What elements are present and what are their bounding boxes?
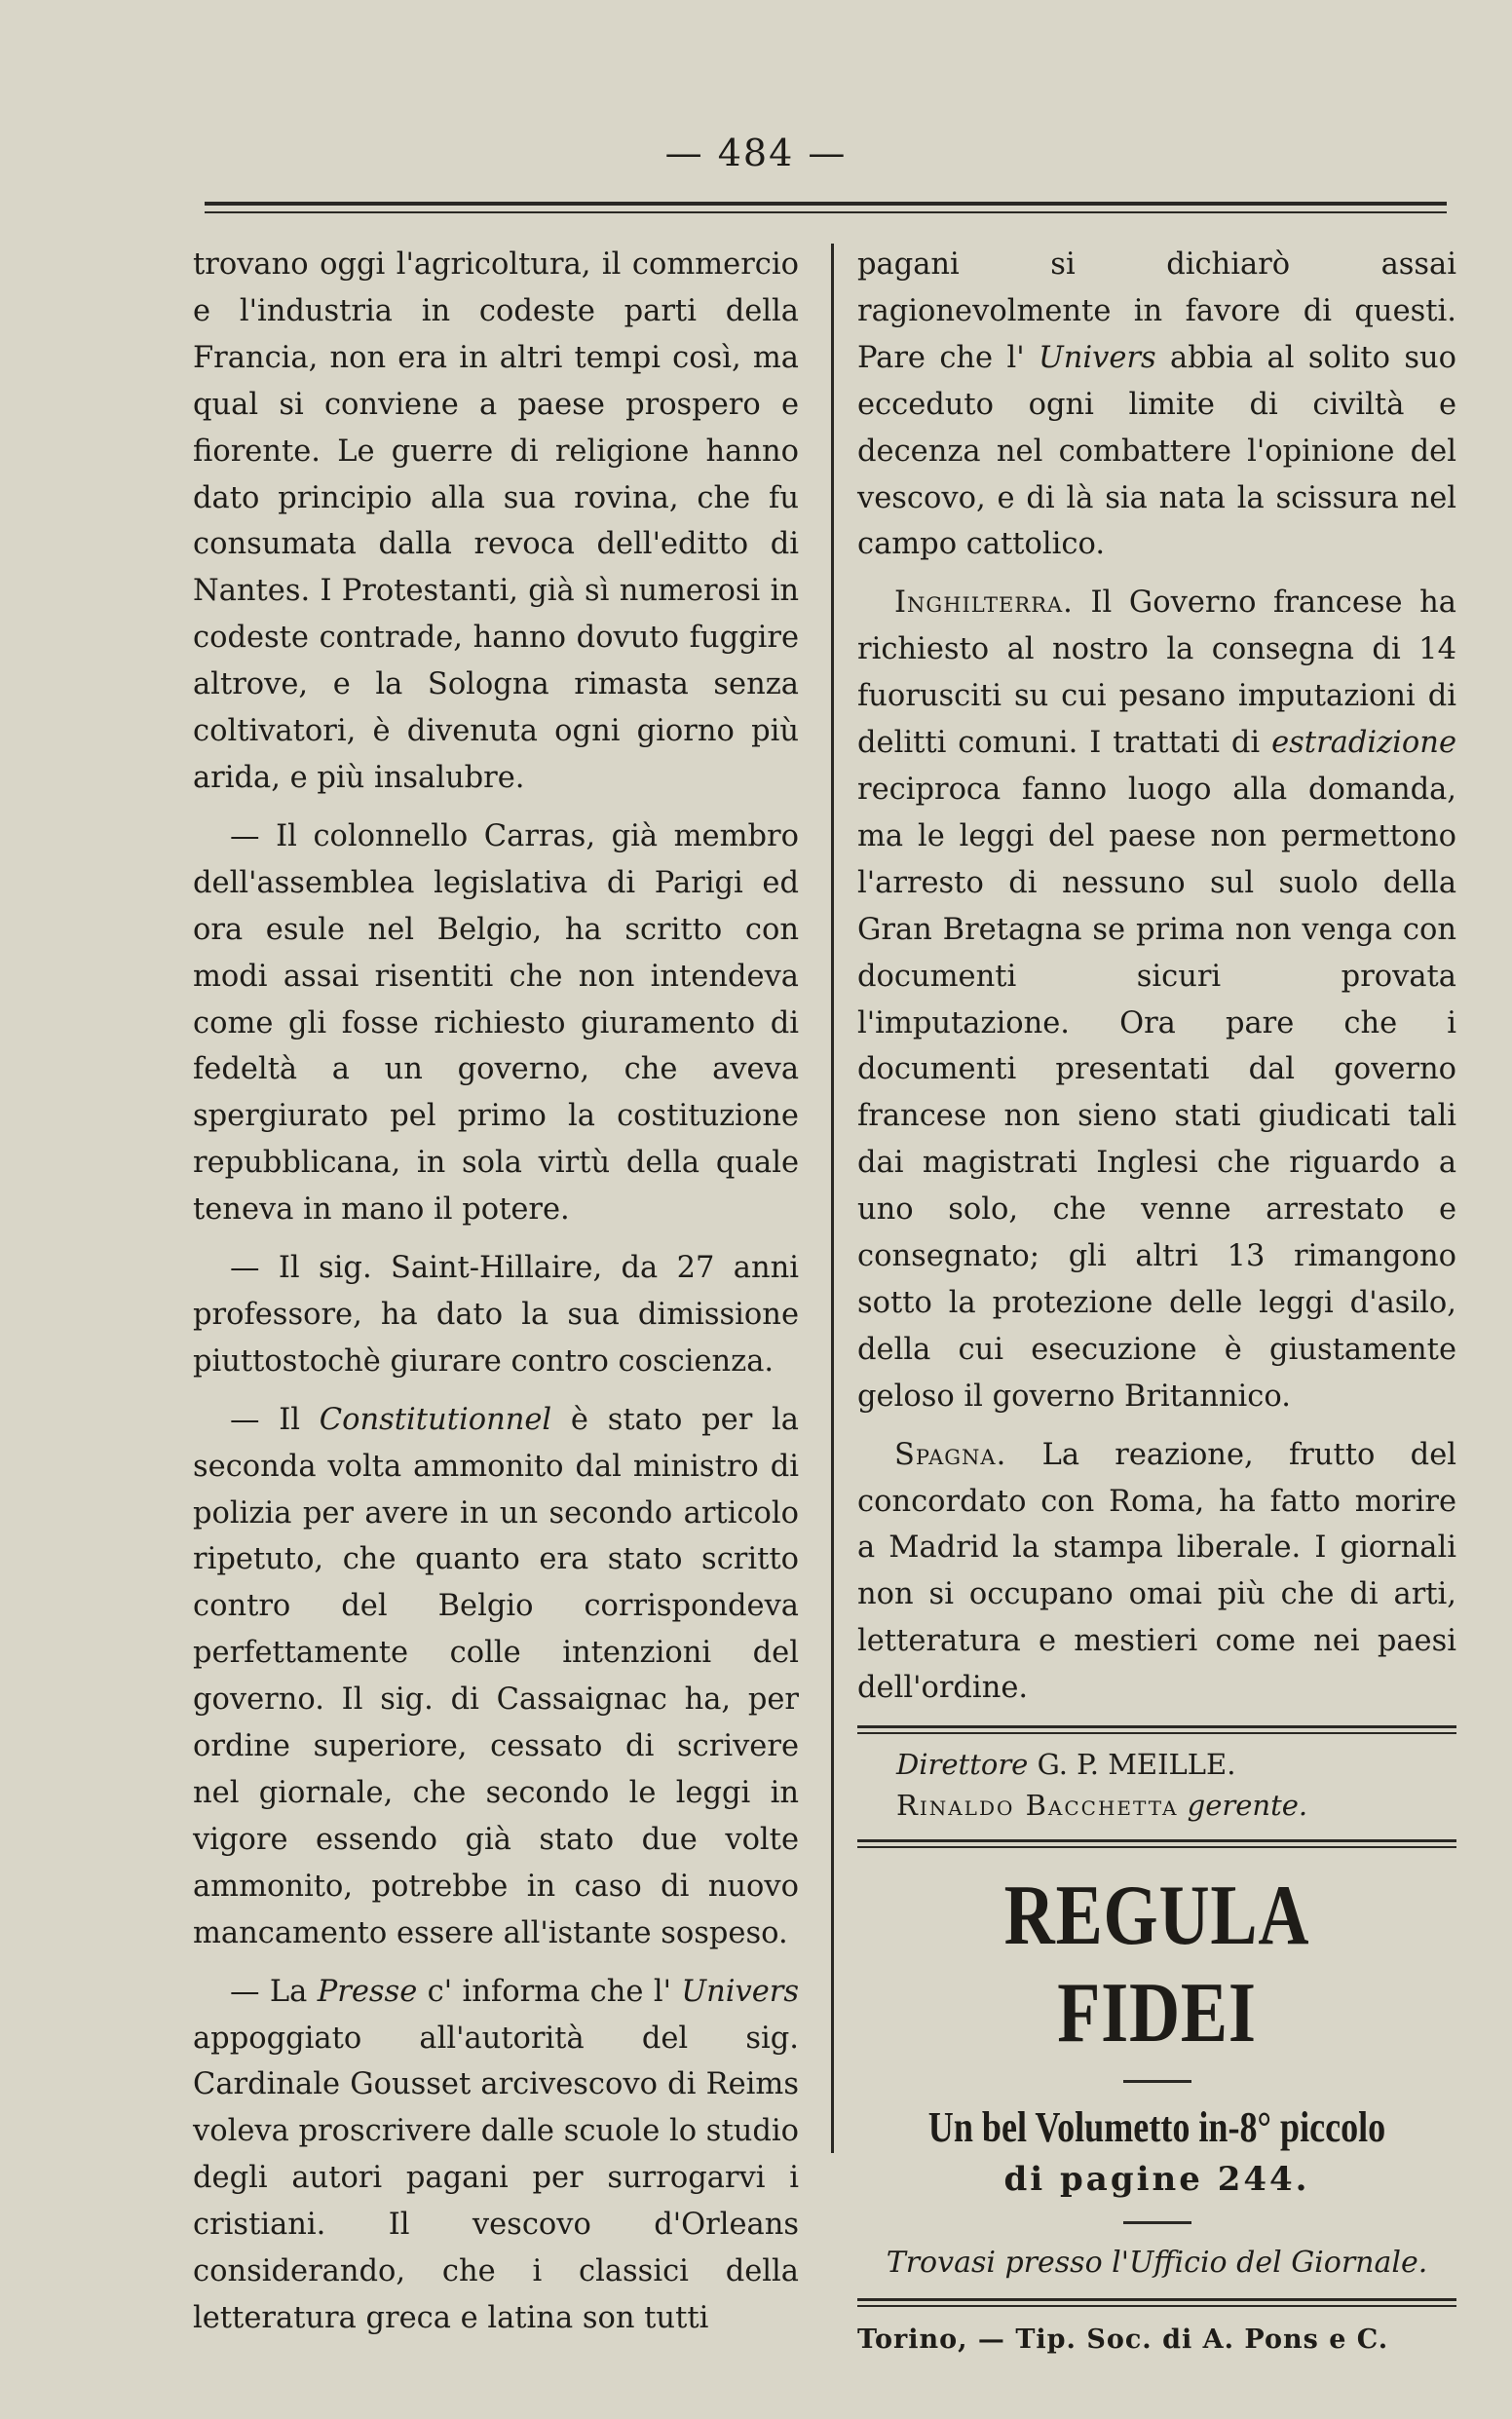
article-paragraph: — Il sig. Saint-Hillaire, da 27 anni professore, ha dato la sua dimissione piuttostochè giurare contro coscienza. <box>193 1251 799 1379</box>
advert-divider <box>1123 2080 1191 2083</box>
section-heading: Spagna. <box>894 1437 1007 1472</box>
footer-rule <box>857 2298 1456 2307</box>
advert-title: REGULA FIDEI <box>1003 1869 1310 2061</box>
advert-divider <box>1123 2221 1191 2224</box>
column-divider <box>831 244 834 2153</box>
article-paragraph: — Il Constitutionnel è stato per la seconda volta ammonito dal ministro di polizia per avere in un secondo articolo ripetuto, che quanto era stato scritto contro del Belgio corrispondeva perfettamente colle intenzioni del governo. Il sig. di Cassaignac ha, per ordine superiore, cessato di scrivere nel giornale, che secondo le leggi in vigore essendo già stato due volte ammonito, potrebbe in caso di nuovo mancamento essere all'istante sospeso. <box>193 1402 799 1950</box>
advert-pages: di pagine 244. <box>1003 2160 1310 2200</box>
left-column <box>193 242 799 2354</box>
advert-rule <box>857 1839 1456 1848</box>
article-paragraph: — La Presse c' informa che l' Univers appoggiato all'autorità del sig. Cardinale Gousset arcivescovo di Reims voleva proscrivere dalle scuole lo studio degli autori pagani per surrogarvi i cristiani. Il vescovo d'Orleans considerando, che i classici della letteratura greca e latina son tutti <box>193 1974 800 2335</box>
advert-description: Un bel Volumetto in-8° piccolo <box>927 2103 1386 2152</box>
header-rule <box>205 202 1447 213</box>
editor-rule <box>857 1725 1456 1734</box>
news-paragraph-inghilterra: Inghilterra. Il Governo francese ha richiesto al nostro la consegna di 14 fuorusciti su cui pesano imputazioni di delitti comuni. I trattati di estradizione reciproca fanno luogo alla domanda, ma le leggi del paese non permettono l'arresto di nessuno sul suolo della Gran Bretagna se prima non venga con documenti sicuri provata l'imputazione. Ora pare che i documenti presentati dal governo francese non sieno stati giudicati tali dai magistrati Inglesi che riguardo a uno solo, che venne arrestato e consegnato; gli altri 13 rimangono sotto la protezione delle leggi d'asilo, della cui esecuzione è giustamente geloso il governo Britannico. <box>857 586 1456 1414</box>
article-paragraph: — Il colonnello Carras, già membro dell'assemblea legislativa di Parigi ed ora esule nel Belgio, ha scritto con modi assai risentiti che non intendeva come gli fosse richiesto giuramento di fedeltà a un governo, che aveva spergiurato pel primo la costituzione repubblicana, in sola virtù della quale teneva in mano il potere. <box>193 818 799 1228</box>
advert-availability: Trovasi presso l'Ufficio del Giornale. <box>886 2246 1428 2281</box>
news-paragraph-spagna: Spagna. La reazione, frutto del concordato con Roma, ha fatto morire a Madrid la stampa liberale. I giornali non si occupano omai più che di arti, letteratura e mestieri come nei paesi dell'ordine. <box>857 1437 1456 1706</box>
printer-imprint: Torino, — Tip. Soc. di A. Pons e C. <box>857 2325 1389 2356</box>
article-paragraph: trovano oggi l'agricoltura, il commercio e l'industria in codeste parti della Francia, non era in altri tempi così, ma qual si conviene a paese prospero e fiorente. Le guerre di religione hanno dato principio alla sua rovina, che fu consumata dalla revoca dell'editto di Nantes. I Protestanti, già sì numerosi in codeste contrade, hanno dovuto fuggire altrove, e la Sologna rimasta senza coltivatori, è divenuta ogni giorno più arida, e più insalubre. <box>193 247 799 795</box>
article-paragraph: pagani si dichiarò assai ragionevolmente in favore di questi. Pare che l' Univers abbia al solito suo ecceduto ogni limite di civiltà e decenza nel combattere l'opinione del vescovo, e di là sia nata la scissura nel campo cattolico. <box>857 247 1456 562</box>
editor-credits: Direttore G. P. MEILLE. Rinaldo Bacchetta gerente. <box>896 1748 1308 1823</box>
right-column <box>857 242 1456 2363</box>
section-heading: Inghilterra. <box>894 586 1074 621</box>
page-number: — 484 — <box>664 132 848 174</box>
